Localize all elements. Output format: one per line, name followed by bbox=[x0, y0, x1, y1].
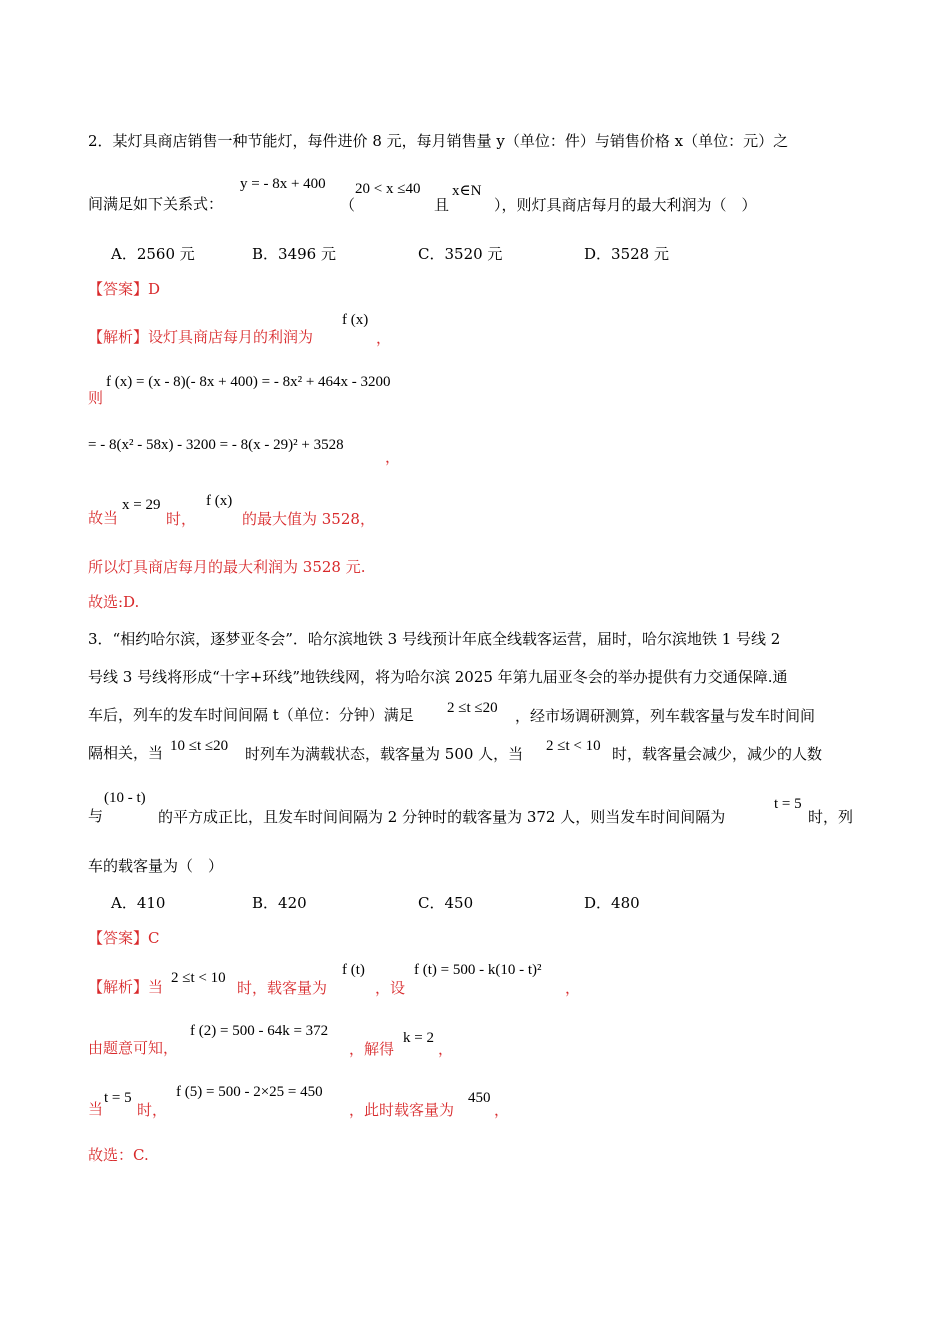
q2-condition-natural: x∈N bbox=[452, 183, 482, 199]
q2-analysis-label: 【解析】 bbox=[88, 328, 149, 346]
q3-analysis-line3-pre: 当 bbox=[88, 1100, 104, 1118]
q3-analysis-line2-post: ， bbox=[438, 1040, 454, 1058]
q3-evaluate-f5: f (5) = 500 - 2×25 = 450 bbox=[176, 1084, 323, 1100]
q2-when-mid: 时， bbox=[166, 510, 197, 528]
q3-analysis-line2-pre: 由题意可知， bbox=[88, 1039, 179, 1057]
q2-option-d: D．3528 元 bbox=[584, 245, 669, 263]
q3-stem-line3-post: ，经市场调研测算，列车载客量与发车时间间 bbox=[515, 707, 816, 725]
q2-stem-line1: 2．某灯具商店销售一种节能灯，每件进价 8 元，每月销售量 y（单位：件）与销售价格 x（单位：元）之 bbox=[88, 132, 789, 150]
q3-stem-line5-pre: 与 bbox=[88, 807, 104, 825]
q2-option-a: A．2560 元 bbox=[111, 245, 195, 263]
q2-when-post: 的最大值为 3528， bbox=[242, 510, 375, 528]
q3-load-value: 450 bbox=[468, 1090, 491, 1106]
q2-and-word: 且 bbox=[434, 196, 450, 214]
q2-formula-main: y = - 8x + 400 bbox=[240, 176, 326, 192]
q2-fx-symbol-2: f (x) bbox=[206, 493, 233, 509]
q3-t-equals-5-analysis: t = 5 bbox=[104, 1090, 132, 1106]
q3-analysis-label: 【解析】 bbox=[88, 978, 149, 996]
q3-stem-line3-pre: 车后，列车的发车时间间隔 t（单位：分钟）满足 bbox=[88, 706, 414, 724]
q2-comma1: ， bbox=[376, 329, 392, 347]
q3-option-a: A．410 bbox=[111, 894, 166, 912]
q3-solve-equation: f (2) = 500 - 64k = 372 bbox=[190, 1023, 329, 1039]
q3-range-reduced: 2 ≤t < 10 bbox=[546, 738, 601, 754]
q3-analysis-line1 bbox=[88, 977, 163, 997]
q3-diff-expression: (10 - t) bbox=[104, 790, 146, 806]
q3-option-b: B．420 bbox=[252, 894, 307, 912]
q3-analysis-mid2: ，设 bbox=[375, 979, 406, 997]
q3-option-d: D．480 bbox=[584, 894, 640, 912]
q3-range-main: 2 ≤t ≤20 bbox=[447, 700, 498, 716]
q3-analysis-range: 2 ≤t < 10 bbox=[171, 970, 226, 986]
q3-model-formula: f (t) = 500 - k(10 - t)² bbox=[414, 962, 542, 978]
q3-analysis-line3-mid: 时， bbox=[137, 1101, 168, 1119]
q3-ft-symbol: f (t) bbox=[342, 962, 365, 978]
q2-comma2: ， bbox=[385, 448, 401, 466]
q3-stem-line6: 车的载客量为（ ） bbox=[88, 857, 224, 875]
q2-option-b: B．3496 元 bbox=[252, 245, 336, 263]
q3-analysis-pre: 当 bbox=[148, 978, 164, 996]
q2-condition-range: 20 < x ≤40 bbox=[355, 181, 421, 197]
q3-answer: 【答案】C bbox=[88, 929, 160, 947]
q3-stem-line4-mid: 时列车为满载状态，载客量为 500 人，当 bbox=[245, 745, 524, 763]
q2-choose: 故选:D. bbox=[88, 593, 140, 611]
q3-k-value: k = 2 bbox=[403, 1030, 434, 1046]
q2-fx-symbol: f (x) bbox=[342, 312, 369, 328]
q3-analysis-mid: 时，载客量为 bbox=[237, 979, 328, 997]
q2-analysis-line1 bbox=[88, 327, 313, 347]
q3-stem-line5-mid: 的平方成正比，且发车时间间隔为 2 分钟时的载客量为 372 人，则当发车时间间隔为 bbox=[158, 808, 726, 826]
q2-stem-line2-pre: 间满足如下关系式： bbox=[88, 195, 224, 213]
q3-stem-line4-post: 时，载客量会减少，减少的人数 bbox=[612, 745, 823, 763]
q2-when-pre: 故当 bbox=[88, 509, 119, 527]
q2-answer: 【答案】D bbox=[88, 280, 161, 298]
q3-stem-line1: 3．“相约哈尔滨，逐梦亚冬会”．哈尔滨地铁 3 号线预计年底全线载客运营，届时，哈尔滨地铁 1 号线 2 bbox=[88, 630, 781, 648]
q3-range-full: 10 ≤t ≤20 bbox=[170, 738, 229, 754]
q2-then: 则 bbox=[88, 389, 104, 407]
q3-stem-line2: 号线 3 号线将形成“十字+环线”地铁线网，将为哈尔滨 2025 年第九届亚冬会的举办提供有力交通保障.通 bbox=[88, 668, 788, 686]
q2-stem-line2-post: ），则灯具商店每月的最大利润为（ ） bbox=[494, 196, 757, 214]
q3-option-c: C．450 bbox=[418, 894, 474, 912]
q3-choose: 故选：C. bbox=[88, 1146, 149, 1164]
q3-stem-line5-post: 时，列 bbox=[808, 808, 854, 826]
q3-stem-line4-pre: 隔相关，当 bbox=[88, 744, 164, 762]
q2-x-equals-29: x = 29 bbox=[122, 497, 161, 513]
q3-analysis-line3-mid2: ，此时载客量为 bbox=[349, 1101, 455, 1119]
q3-t-equals-5: t = 5 bbox=[774, 796, 802, 812]
q2-conclusion: 所以灯具商店每月的最大利润为 3528 元. bbox=[88, 558, 366, 576]
q2-equation1: f (x) = (x - 8)(- 8x + 400) = - 8x² + 464x - 3200 bbox=[106, 374, 391, 390]
q3-analysis-line2-mid: ，解得 bbox=[349, 1040, 395, 1058]
q2-equation2: = - 8(x² - 58x) - 3200 = - 8(x - 29)² + 3528 bbox=[88, 437, 344, 453]
q2-analysis-text: 设灯具商店每月的利润为 bbox=[148, 328, 314, 346]
q3-analysis-line3-post: ， bbox=[494, 1101, 510, 1119]
q3-analysis-comma: ， bbox=[565, 979, 581, 997]
q2-option-c: C．3520 元 bbox=[418, 245, 503, 263]
q2-paren-open: （ bbox=[340, 196, 356, 214]
